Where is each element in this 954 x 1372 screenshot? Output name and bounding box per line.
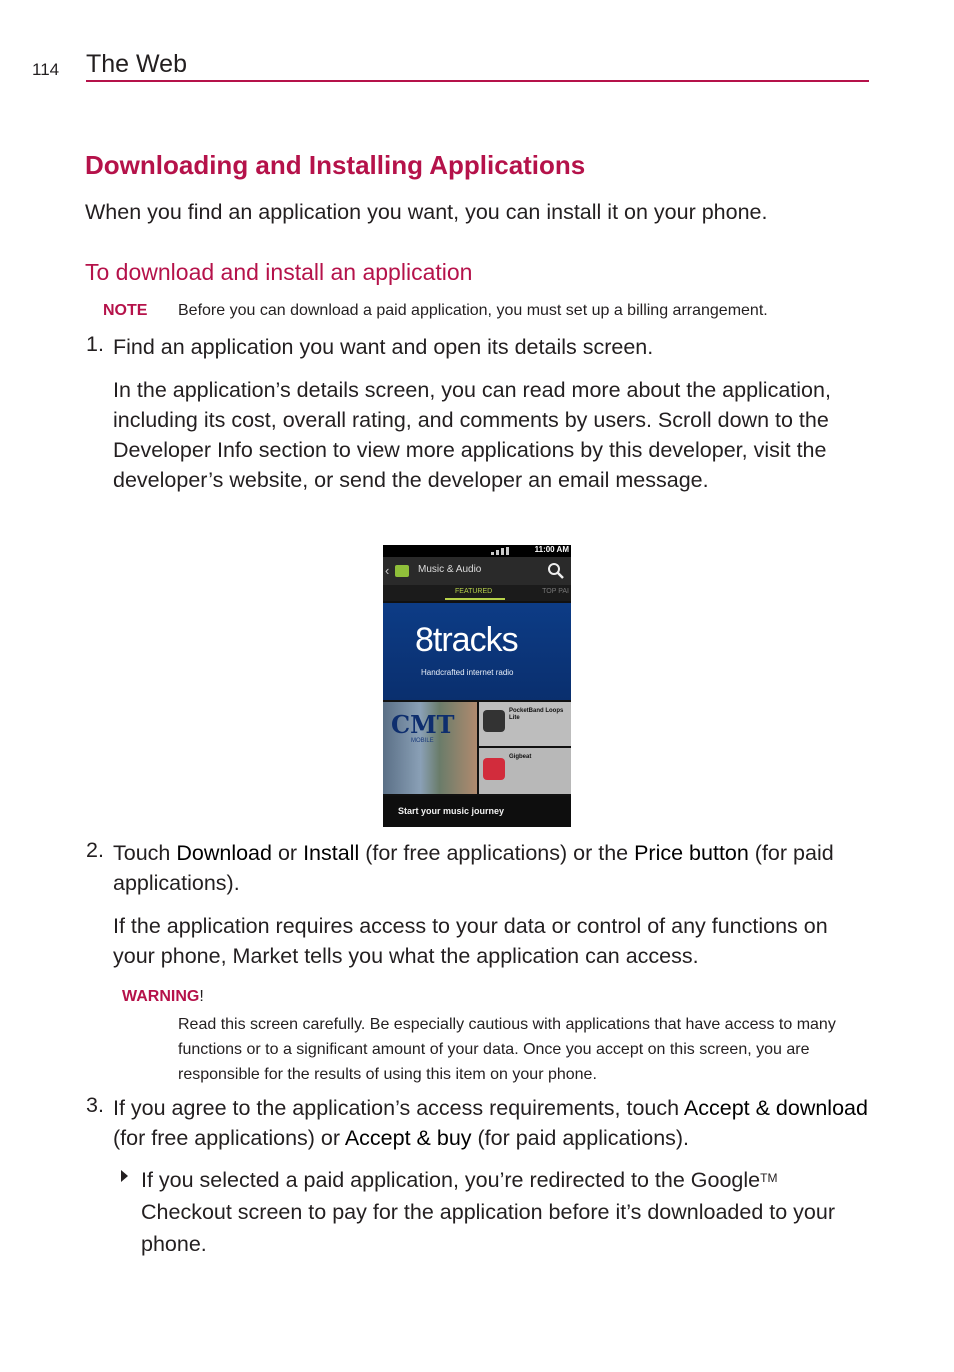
- install-term: Install: [303, 841, 360, 865]
- app-icon: [483, 710, 505, 732]
- status-time: 11:00 AM: [534, 545, 569, 554]
- app-bar: [383, 557, 571, 585]
- warning-word: WARNING: [122, 988, 200, 1005]
- step-detail: In the application’s details screen, you can read more about the application, including its cost, overall rating, and comments by users. Scroll down to the Developer Info section to view more applications by this developer, visit the developer’s website, or send the developer an email message.: [113, 378, 831, 492]
- bullet-text: [141, 1164, 871, 1260]
- search-icon[interactable]: [547, 562, 565, 580]
- tab-featured[interactable]: FEATURED: [455, 588, 493, 595]
- page-heading: Downloading and Installing Applications: [85, 150, 586, 180]
- step-text: [113, 838, 873, 898]
- text-run: If you agree to the application’s access requirements, touch: [113, 1096, 684, 1120]
- header-rule: [86, 80, 869, 82]
- promo-footer[interactable]: [383, 796, 571, 827]
- section-title: The Web: [86, 50, 187, 78]
- app-name: Gigbeat: [509, 754, 532, 760]
- category-title: Music & Audio: [418, 564, 482, 575]
- text-run: (for free applications) or: [113, 1126, 345, 1150]
- note-text: Before you can download a paid application, you must set up a billing arrangement.: [178, 302, 768, 319]
- app-icon: [483, 758, 505, 780]
- download-term: Download: [176, 841, 272, 865]
- step-text: Find an application you want and open its details screen.: [113, 335, 654, 359]
- promo-text: Start your music journey: [398, 806, 505, 816]
- app-name: PocketBand Loops Lite: [509, 708, 564, 721]
- banner-tagline: Handcrafted internet radio: [421, 668, 514, 677]
- accept-download-term: Accept & download: [683, 1096, 868, 1120]
- warning-text: Read this screen carefully. Be especially cautious with applications that have access to many functions or to a significant amount of your data. Once you accept on this screen, you are responsible for the results of using this item on your phone.: [178, 1016, 836, 1083]
- warning-label: [122, 988, 204, 1006]
- text-run: (for paid applications).: [471, 1126, 690, 1150]
- step-number: 2.: [86, 838, 104, 862]
- text-run: (for paid applications).: [113, 841, 834, 895]
- intro-text: When you find an application you want, you can install it on your phone.: [85, 200, 768, 224]
- tile-brand: CMT: [391, 710, 455, 739]
- status-bar: [383, 545, 571, 557]
- note-label: NOTE: [103, 302, 148, 319]
- banner-brand: 8tracks: [415, 621, 518, 659]
- text-run: Touch: [113, 841, 177, 865]
- market-icon: [395, 565, 409, 577]
- phone-screenshot: [383, 545, 571, 827]
- price-button-term: Price button: [634, 841, 749, 865]
- step-detail: If the application requires access to your data or control of any functions on your phone, Market tells you what the application can access.: [113, 914, 828, 968]
- tab-top-paid[interactable]: TOP PAI: [542, 588, 569, 595]
- tab-indicator: [445, 598, 505, 600]
- category-tabs: [383, 585, 571, 601]
- featured-tile[interactable]: [383, 702, 477, 794]
- step-number: 1.: [86, 332, 104, 356]
- accept-buy-term: Accept & buy: [344, 1126, 472, 1150]
- app-tile[interactable]: [479, 702, 571, 746]
- step-text: [113, 1093, 873, 1153]
- featured-banner[interactable]: [383, 603, 571, 700]
- page-number: 114: [32, 60, 60, 79]
- bullet-arrow-icon: [121, 1170, 128, 1182]
- text-run: or: [271, 841, 304, 865]
- back-chevron-icon[interactable]: ‹: [385, 563, 390, 578]
- warning-bang: !: [199, 988, 204, 1005]
- subheading: To download and install an application: [85, 259, 473, 285]
- trademark-sup: TM: [760, 1171, 778, 1185]
- step-number: 3.: [86, 1093, 104, 1117]
- signal-icon: [491, 547, 511, 555]
- app-tile[interactable]: [479, 748, 571, 794]
- tile-brand-sub: MOBILE: [411, 738, 434, 744]
- text-run: Checkout screen to pay for the application before it’s downloaded to your phone.: [141, 1200, 836, 1256]
- text-run: (for free applications) or the: [359, 841, 635, 865]
- text-run: If you selected a paid application, you’re redirected to the Google: [141, 1168, 761, 1192]
